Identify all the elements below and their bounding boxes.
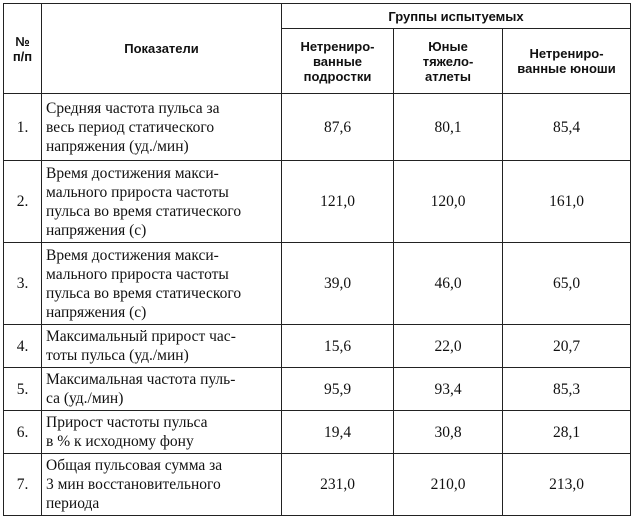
- value-untrained-youths: 65,0: [503, 243, 631, 325]
- row-number: 5.: [4, 368, 42, 411]
- row-indicator: [42, 94, 282, 161]
- indicator-line: мального прироста частоты: [46, 265, 229, 283]
- indicator-line: Максимальный прирост час-: [46, 328, 236, 345]
- indicator-line: напряжения (с): [46, 303, 147, 321]
- table-body: [4, 94, 631, 516]
- table-row: [4, 325, 631, 368]
- value-untrained-youths: 85,4: [503, 94, 631, 161]
- indicator-line: в % к исходному фону: [46, 433, 194, 450]
- row-number: 4.: [4, 325, 42, 368]
- value-untrained-teens: 19,4: [282, 411, 394, 454]
- header-group-1-line2: ванные: [312, 53, 363, 69]
- indicator-line: пульса во время статического: [46, 202, 242, 220]
- row-indicator: [42, 411, 282, 454]
- row-indicator: [42, 368, 282, 411]
- value-untrained-teens: 121,0: [282, 161, 394, 243]
- header-group-2-line2: тяжело-: [422, 53, 474, 69]
- row-number: 1.: [4, 94, 42, 161]
- header-group-2-line1: Юные: [428, 38, 468, 54]
- table-row: [4, 454, 631, 516]
- value-untrained-youths: 161,0: [503, 161, 631, 243]
- indicator-line: Общая пульсовая сумма за: [46, 457, 223, 474]
- indicator-line: 3 мин восстановительного: [46, 476, 221, 493]
- row-indicator: [42, 454, 282, 516]
- table-row: [4, 411, 631, 454]
- row-number: 7.: [4, 454, 42, 516]
- indicator-line: пульса во время статического: [46, 284, 242, 302]
- value-young-weightlifters: 30,8: [394, 411, 503, 454]
- value-untrained-teens: 39,0: [282, 243, 394, 325]
- header-group-untrained-youths: [503, 29, 631, 94]
- indicator-line: напряжения (уд./мин): [46, 137, 189, 155]
- header-group-1-line3: подростки: [303, 68, 372, 84]
- header-group-2-line3: атлеты: [424, 68, 472, 84]
- value-untrained-youths: 20,7: [503, 325, 631, 368]
- value-young-weightlifters: 80,1: [394, 94, 503, 161]
- value-untrained-youths: 28,1: [503, 411, 631, 454]
- header-group-untrained-teens: [282, 29, 394, 94]
- table-row: [4, 368, 631, 411]
- value-young-weightlifters: 210,0: [394, 454, 503, 516]
- row-number: 3.: [4, 243, 42, 325]
- header-number-line1: №: [15, 33, 30, 49]
- indicator-line: тоты пульса (уд./мин): [46, 347, 189, 364]
- header-indicators: Показатели: [42, 4, 282, 94]
- table-row: [4, 161, 631, 243]
- table-row: [4, 243, 631, 325]
- header-group-3-line2: ванные юноши: [517, 61, 616, 76]
- header-group-3-line1: Нетрениро-: [529, 46, 604, 61]
- value-untrained-teens: 231,0: [282, 454, 394, 516]
- row-indicator: [42, 243, 282, 325]
- indicator-line: Максимальная частота пуль-: [46, 371, 236, 388]
- value-young-weightlifters: 120,0: [394, 161, 503, 243]
- value-untrained-youths: 213,0: [503, 454, 631, 516]
- indicator-line: Прирост частоты пульса: [46, 414, 208, 431]
- value-young-weightlifters: 22,0: [394, 325, 503, 368]
- header-row-1: [4, 4, 631, 29]
- value-young-weightlifters: 93,4: [394, 368, 503, 411]
- value-untrained-youths: 85,3: [503, 368, 631, 411]
- indicator-line: мального прироста частоты: [46, 183, 229, 201]
- indicator-line: весь период статического: [46, 118, 215, 136]
- value-untrained-teens: 95,9: [282, 368, 394, 411]
- row-indicator: [42, 161, 282, 243]
- indicator-line: Средняя частота пульса за: [46, 99, 220, 117]
- indicator-line: Время достижения макси-: [46, 246, 219, 264]
- header-number-line2: п/п: [12, 48, 33, 64]
- value-untrained-teens: 87,6: [282, 94, 394, 161]
- data-table: [3, 3, 631, 516]
- indicator-line: периода: [46, 495, 100, 512]
- value-untrained-teens: 15,6: [282, 325, 394, 368]
- row-number: 6.: [4, 411, 42, 454]
- row-indicator: [42, 325, 282, 368]
- table-row: [4, 94, 631, 161]
- indicator-line: са (уд./мин): [46, 390, 124, 407]
- header-group-1-line1: Нетрениро-: [300, 38, 375, 54]
- row-number: 2.: [4, 161, 42, 243]
- header-groups-title: Группы испытуемых: [282, 4, 631, 29]
- value-young-weightlifters: 46,0: [394, 243, 503, 325]
- indicator-line: напряжения (с): [46, 221, 147, 239]
- header-group-young-weightlifters: [394, 29, 503, 94]
- indicator-line: Время достижения макси-: [46, 164, 219, 182]
- header-number: [4, 4, 42, 94]
